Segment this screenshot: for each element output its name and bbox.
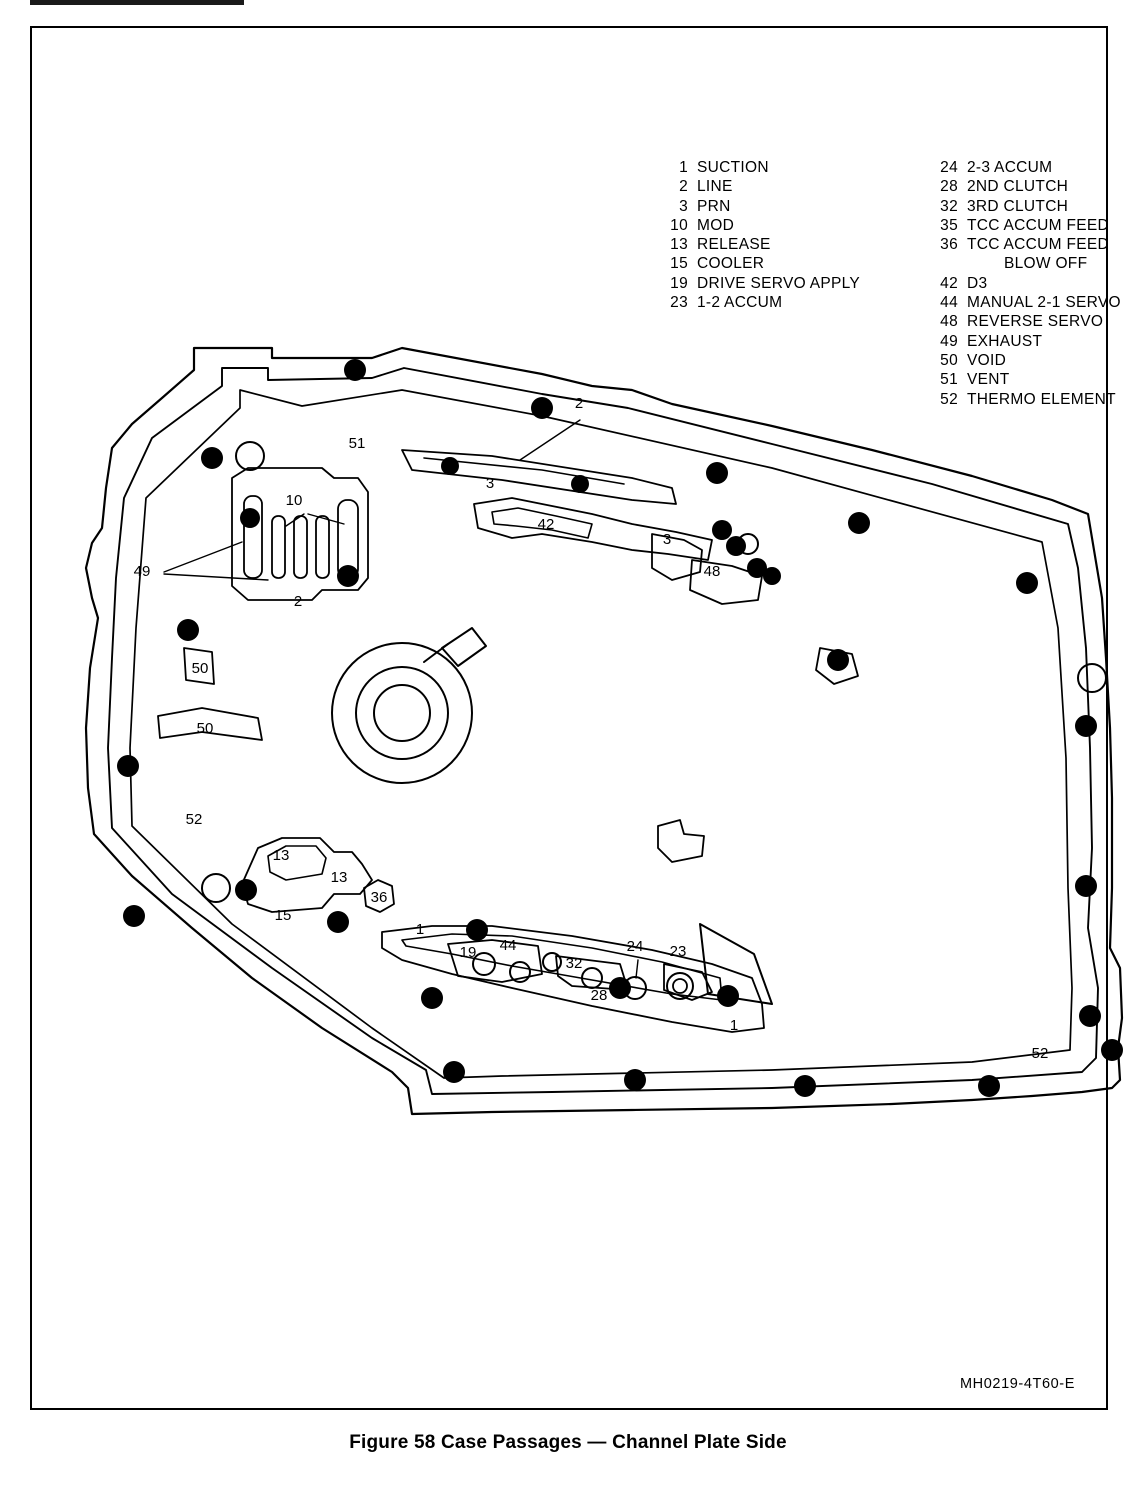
pocket-center-irregular bbox=[658, 820, 704, 862]
bolt-hole bbox=[531, 397, 553, 419]
bolt-hole bbox=[848, 512, 870, 534]
bolt-hole bbox=[624, 1069, 646, 1091]
legend-item bbox=[930, 293, 1121, 312]
bolt-hole bbox=[443, 1061, 465, 1083]
legend-number: 50 bbox=[940, 351, 958, 369]
legend-item bbox=[930, 274, 1121, 293]
legend-number: 1 bbox=[679, 159, 688, 176]
bore-circle-32 bbox=[543, 953, 561, 971]
callout-23: 23 bbox=[669, 943, 687, 960]
bolt-hole bbox=[609, 977, 631, 999]
legend-item bbox=[660, 216, 860, 235]
bolt-hole bbox=[123, 905, 145, 927]
legend-item bbox=[660, 158, 860, 177]
legend-label: TCC ACCUM FEED bbox=[967, 216, 1109, 234]
pump-bore-outer bbox=[332, 643, 472, 783]
leader-line-49-a bbox=[164, 542, 242, 572]
leader-line-49-b bbox=[164, 574, 268, 580]
legend-label: RELEASE bbox=[697, 236, 771, 254]
legend-label: 2-3 ACCUM bbox=[967, 159, 1053, 176]
callout-44: 44 bbox=[499, 937, 517, 954]
legend-number: 13 bbox=[670, 236, 688, 254]
leader-line-10-a bbox=[286, 514, 304, 526]
legend-number: 36 bbox=[940, 236, 958, 254]
legend-item bbox=[660, 293, 860, 312]
legend-number bbox=[930, 254, 958, 273]
bolt-hole bbox=[1016, 572, 1038, 594]
bolt-hole bbox=[1075, 715, 1097, 737]
callout-50-b: 50 bbox=[196, 720, 214, 737]
bore-circle-left-small bbox=[202, 874, 230, 902]
legend-number: 35 bbox=[940, 216, 958, 234]
legend-label: PRN bbox=[697, 197, 731, 215]
callout-10: 10 bbox=[285, 492, 303, 509]
legend-number: 24 bbox=[940, 159, 958, 176]
legend-item bbox=[930, 177, 1121, 196]
bolt-hole bbox=[177, 619, 199, 641]
bolt-hole bbox=[327, 911, 349, 933]
legend-item bbox=[930, 254, 1121, 273]
bolt-hole bbox=[117, 755, 139, 777]
legend-label: VOID bbox=[967, 351, 1007, 369]
bolt-hole bbox=[717, 985, 739, 1007]
case-passages-diagram bbox=[72, 328, 1132, 1128]
legend-column-left bbox=[660, 158, 860, 312]
callout-19: 19 bbox=[459, 944, 477, 961]
callout-13-a: 13 bbox=[272, 847, 290, 864]
bolt-hole bbox=[441, 457, 459, 475]
passage-pocket-3b bbox=[652, 534, 702, 580]
bolt-hole bbox=[1075, 875, 1097, 897]
bolt-hole bbox=[1079, 1005, 1101, 1027]
callout-36: 36 bbox=[370, 889, 388, 906]
legend-label: D3 bbox=[967, 274, 988, 292]
callout-15: 15 bbox=[274, 907, 292, 924]
pump-bore-inner bbox=[374, 685, 430, 741]
bolt-hole bbox=[1101, 1039, 1123, 1061]
bolt-hole bbox=[978, 1075, 1000, 1097]
callout-28: 28 bbox=[590, 987, 608, 1004]
legend-number: 19 bbox=[670, 274, 688, 292]
legend-label: TCC ACCUM FEED bbox=[967, 236, 1109, 254]
legend-label: MOD bbox=[697, 216, 735, 234]
passage-pocket-13-group bbox=[242, 838, 372, 912]
passage-slot-49-d bbox=[316, 516, 329, 578]
passage-slot-49-a bbox=[244, 496, 262, 578]
legend-number: 32 bbox=[940, 197, 958, 215]
bolt-hole bbox=[712, 520, 732, 540]
legend-number: 48 bbox=[940, 313, 958, 331]
legend-number: 49 bbox=[940, 332, 958, 350]
bolt-hole bbox=[794, 1075, 816, 1097]
bolt-hole bbox=[235, 879, 257, 901]
legend-item bbox=[930, 197, 1121, 216]
passage-slot-49-c bbox=[294, 516, 307, 578]
callout-24: 24 bbox=[626, 938, 644, 955]
bore-circle-23-inner bbox=[673, 979, 687, 993]
pump-bore-neck bbox=[424, 644, 448, 662]
legend-number: 28 bbox=[940, 178, 958, 196]
legend-number: 23 bbox=[670, 294, 688, 312]
figure-frame bbox=[30, 26, 1121, 1410]
legend-label: DRIVE SERVO APPLY bbox=[697, 274, 861, 292]
case-outline-drawing bbox=[72, 328, 1132, 1128]
legend-label: THERMO ELEMENT bbox=[967, 390, 1116, 408]
legend-label: COOLER bbox=[697, 255, 765, 273]
legend-number: 44 bbox=[940, 294, 958, 312]
legend-label: EXHAUST bbox=[967, 332, 1043, 350]
callout-42: 42 bbox=[537, 516, 555, 533]
legend-label: REVERSE SERVO bbox=[967, 313, 1104, 331]
bolt-hole bbox=[827, 649, 849, 671]
scan-artifact-bar bbox=[30, 0, 244, 5]
legend-label: VENT bbox=[967, 371, 1010, 389]
legend-item bbox=[660, 235, 860, 254]
legend-number: 10 bbox=[670, 216, 688, 234]
passage-pocket-2-top bbox=[402, 450, 676, 504]
bolt-hole bbox=[726, 536, 746, 556]
callout-3-a: 3 bbox=[485, 475, 495, 492]
legend-number: 2 bbox=[679, 178, 688, 196]
callout-1-a: 1 bbox=[415, 921, 425, 938]
callout-1-b: 1 bbox=[729, 1017, 739, 1034]
legend-item bbox=[930, 158, 1121, 177]
legend-number: 3 bbox=[679, 197, 688, 215]
legend-number: 51 bbox=[940, 371, 958, 389]
legend-item bbox=[660, 197, 860, 216]
legend-item bbox=[660, 274, 860, 293]
bolt-hole bbox=[201, 447, 223, 469]
callout-48: 48 bbox=[703, 563, 721, 580]
legend-label: 2ND CLUTCH bbox=[967, 178, 1069, 196]
bolt-hole-group bbox=[117, 359, 1123, 1097]
case-inner-contour bbox=[108, 368, 1098, 1094]
legend-label: SUCTION bbox=[697, 159, 769, 176]
callout-51: 51 bbox=[348, 435, 366, 452]
legend-item bbox=[930, 216, 1121, 235]
callout-52-b: 52 bbox=[1031, 1045, 1049, 1062]
drawing-id: MH0219-4T60-E bbox=[960, 1376, 1075, 1392]
legend-label: MANUAL 2-1 SERVO bbox=[967, 294, 1121, 312]
bolt-hole bbox=[344, 359, 366, 381]
legend-number: 42 bbox=[940, 274, 958, 292]
legend-item bbox=[660, 254, 860, 273]
callout-50-a: 50 bbox=[191, 660, 209, 677]
legend-label: 1-2 ACCUM bbox=[697, 294, 783, 312]
passage-slot-49-b bbox=[272, 516, 285, 578]
callout-3-b: 3 bbox=[662, 531, 672, 548]
bolt-hole bbox=[240, 508, 260, 528]
callout-13-b: 13 bbox=[330, 869, 348, 886]
callout-52-a: 52 bbox=[185, 811, 203, 828]
callout-32: 32 bbox=[565, 955, 583, 972]
bolt-hole bbox=[571, 475, 589, 493]
figure-caption: Figure 58 Case Passages — Channel Plate Side bbox=[349, 1432, 787, 1453]
legend-label: LINE bbox=[697, 178, 733, 196]
callout-2-top: 2 bbox=[574, 395, 584, 412]
bolt-hole bbox=[337, 565, 359, 587]
bore-ring-upper-left bbox=[236, 442, 264, 470]
legend-item bbox=[930, 235, 1121, 254]
bore-ring-right-a bbox=[1078, 664, 1106, 692]
legend-number: 52 bbox=[940, 390, 958, 408]
leader-line-2-top bbox=[520, 420, 580, 460]
callout-2-left: 2 bbox=[293, 593, 303, 610]
legend-number: 15 bbox=[670, 255, 688, 273]
passage-pocket-42 bbox=[474, 498, 712, 560]
bolt-hole bbox=[466, 919, 488, 941]
callout-49: 49 bbox=[133, 563, 151, 580]
legend-label: BLOW OFF bbox=[1004, 255, 1088, 273]
bolt-hole bbox=[763, 567, 781, 585]
bolt-hole bbox=[421, 987, 443, 1009]
bolt-hole bbox=[706, 462, 728, 484]
legend-label: 3RD CLUTCH bbox=[967, 197, 1069, 215]
leader-line-24 bbox=[636, 960, 638, 978]
legend-item bbox=[660, 177, 860, 196]
pump-bore-mid bbox=[356, 667, 448, 759]
callout-labels bbox=[134, 395, 1049, 1062]
